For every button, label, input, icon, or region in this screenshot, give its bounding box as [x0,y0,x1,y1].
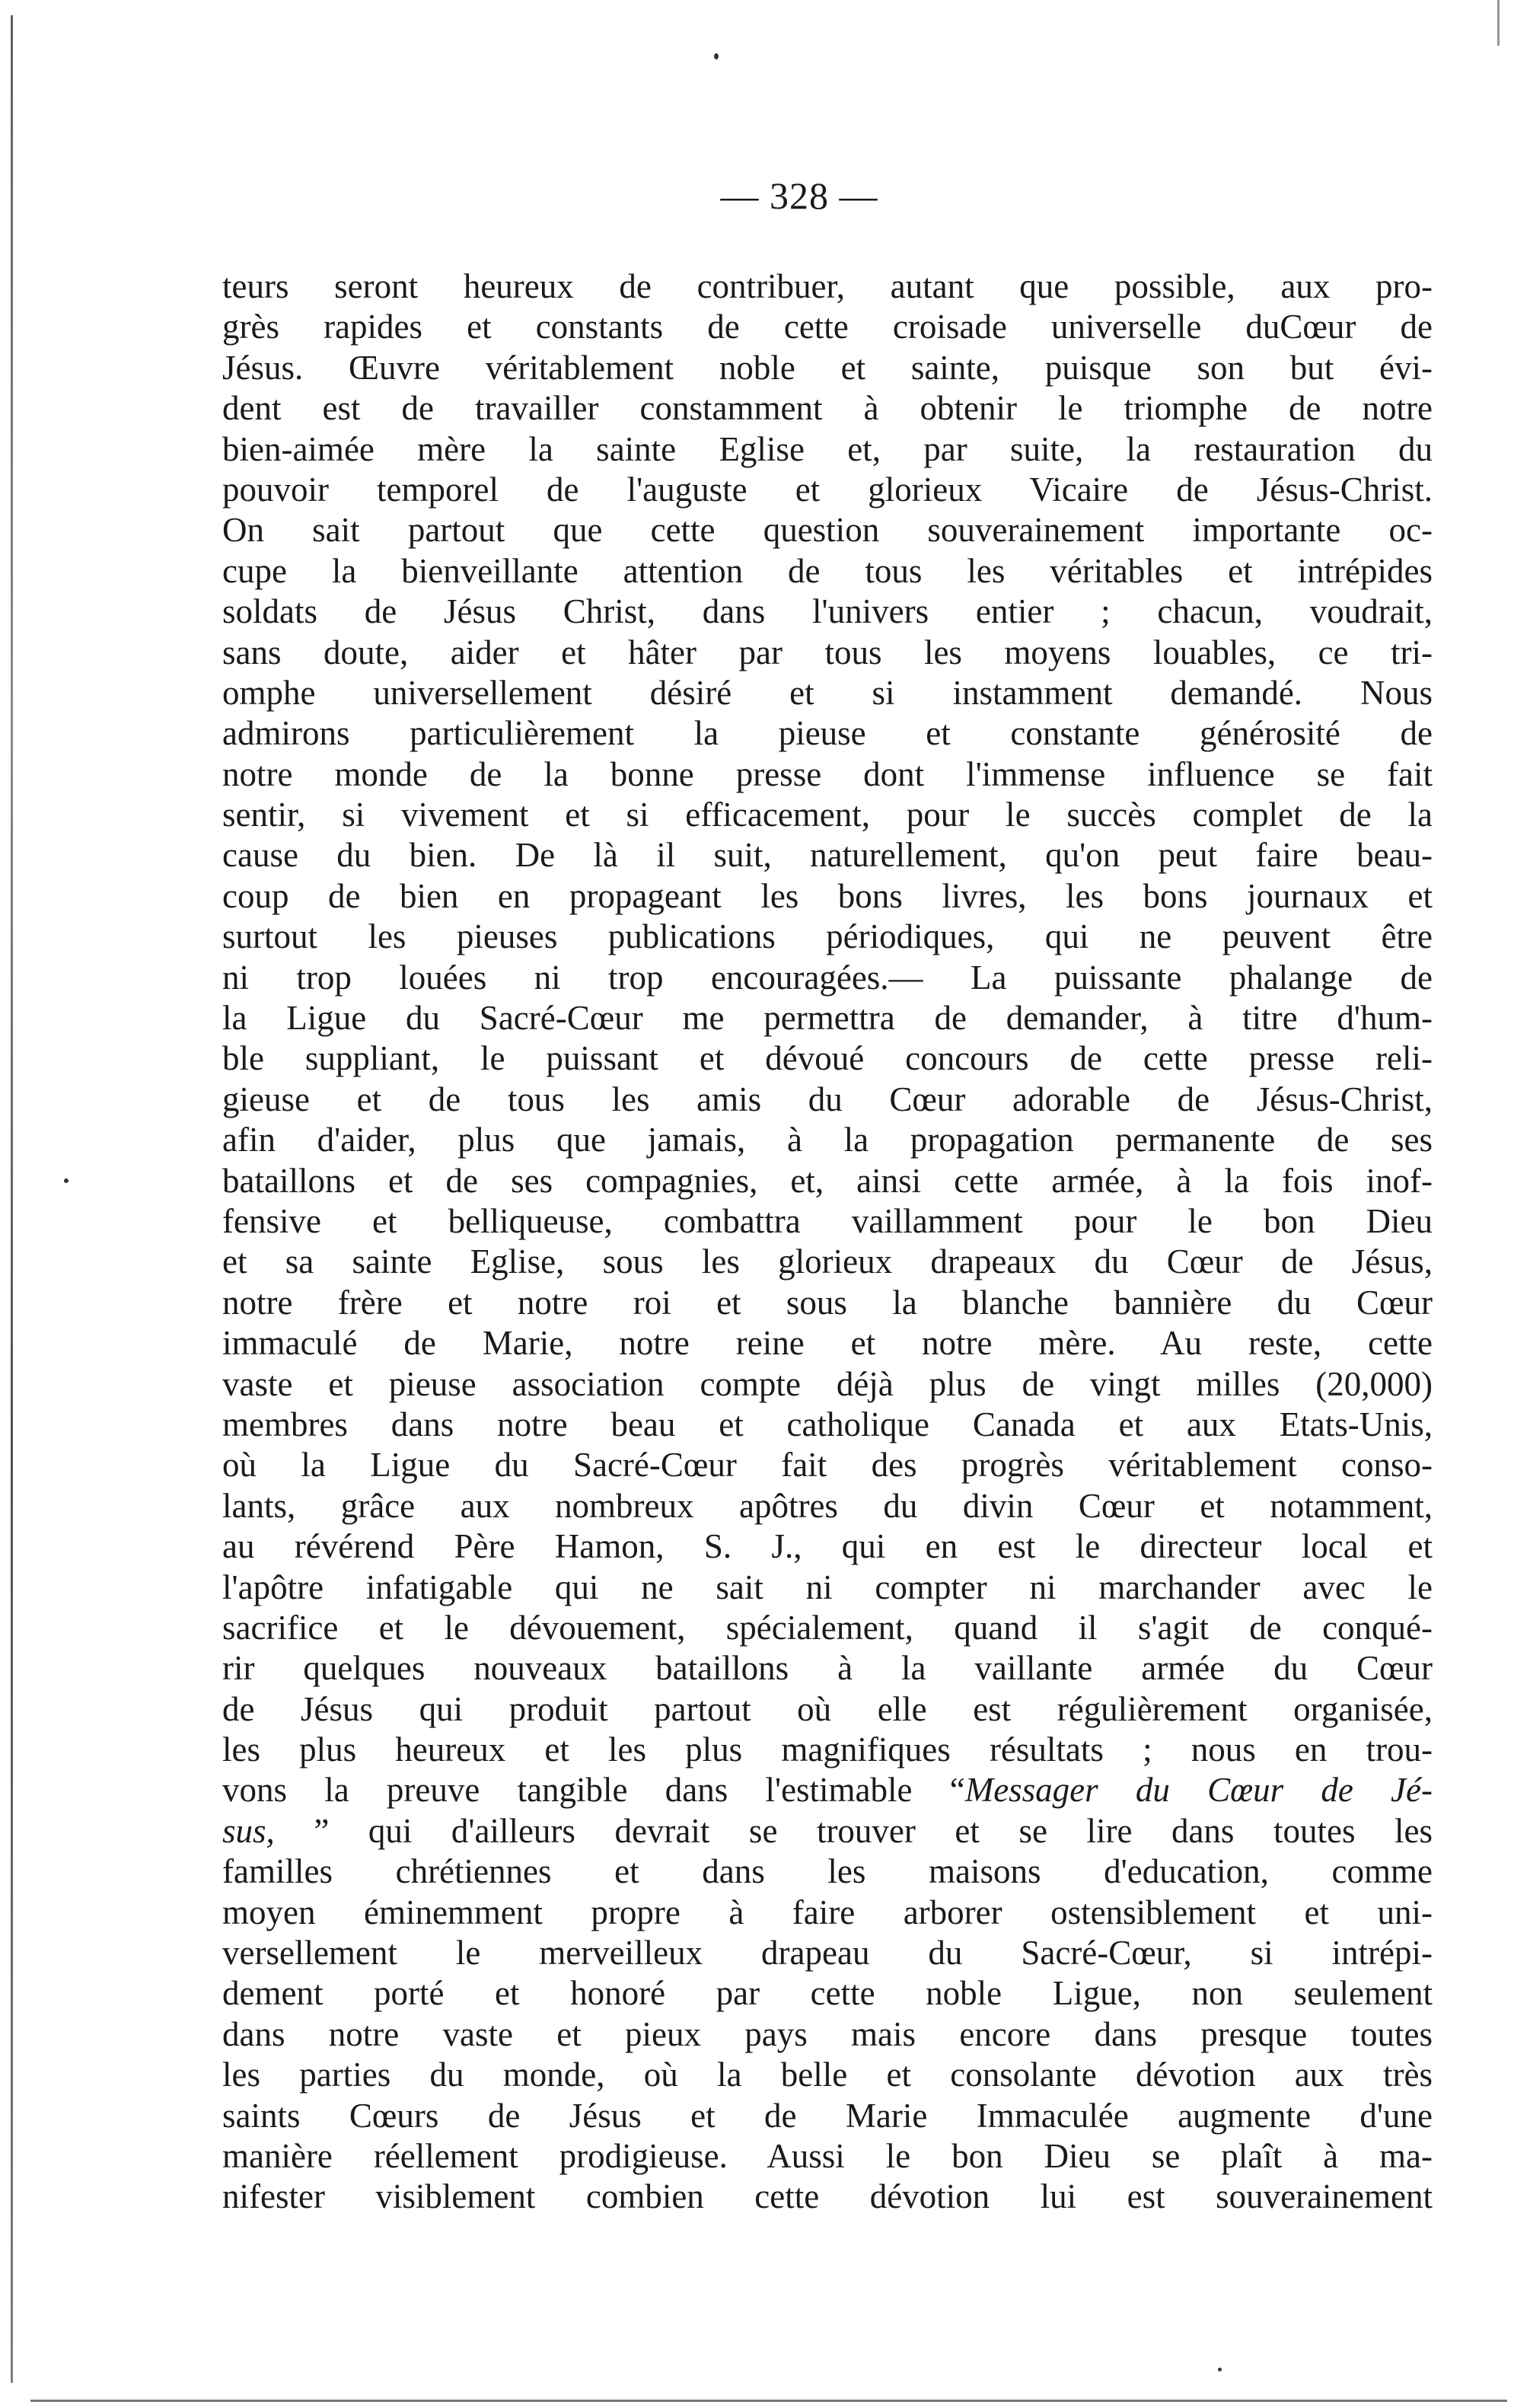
text-line-roman: coup de bien en propageant les bons livres, les bons journaux et [222,876,1433,915]
text-line-roman: dent est de travailler constamment à obtenir le triomphe de notre [222,389,1433,428]
text-line-roman: manière réellement prodigieuse. Aussi le bon Dieu se plaît à ma- [222,2136,1433,2175]
text-line [222,2136,1433,2177]
scan-edge-right [1497,0,1500,46]
text-line-roman: les plus heureux et les plus magnifiques résultats ; nous en trou- [222,1730,1433,1769]
text-line-roman: bien-aimée mère la sainte Eglise et, par suite, la restauration du [222,429,1433,468]
text-line-roman: ble suppliant, le puissant et dévoué concours de cette presse reli- [222,1039,1433,1078]
text-line [222,2177,1433,2217]
text-line [222,876,1433,917]
text-line-roman: dans notre vaste et pieux pays mais encore dans presque toutes [222,2014,1433,2053]
text-line-roman: de Jésus qui produit partout où elle est régulièrement organisée, [222,1689,1433,1728]
text-line-roman: fensive et belliqueuse, combattra vaillamment pour le bon Dieu [222,1201,1433,1240]
text-line-roman: lants, grâce aux nombreux apôtres du divin Cœur et notamment, [222,1486,1433,1525]
scan-speck [1218,2368,1222,2371]
text-line [222,835,1433,875]
body-text [222,266,1433,2218]
text-line [222,1608,1433,1648]
text-line-roman: cause du bien. De là il suit, naturellement, qu'on peut faire beau- [222,836,1433,875]
text-line [222,1080,1433,1120]
text-line-roman: la Ligue du Sacré-Cœur me permettra de demander, à titre d'hum- [222,999,1433,1038]
text-line [222,713,1433,754]
text-line-roman: On sait partout que cette question souverainement importante oc- [222,511,1433,550]
text-line-roman: sentir, si vivement et si efficacement, pour le succès complet de la [222,796,1433,834]
text-line-roman: gieuse et de tous les amis du Cœur adorable de Jésus-Christ, [222,1080,1433,1118]
text-line [222,1730,1433,1770]
text-line [222,592,1433,632]
scan-edge-bottom [30,2400,1507,2402]
text-line [222,1038,1433,1079]
text-line-roman: vons la preuve tangible dans l'estimable “ [222,1771,965,1810]
text-line [222,1893,1433,1933]
text-line-roman: versellement le merveilleux drapeau du Sacré-Cœur, si intrépi- [222,1934,1433,1973]
text-line [222,1364,1433,1405]
text-line [222,510,1433,550]
text-line [222,1811,1433,1851]
scan-speck [64,1178,69,1183]
text-line [222,429,1433,470]
text-line-roman: rir quelques nouveaux bataillons à la vaillante armée du Cœur [222,1649,1433,1688]
text-line [222,754,1433,795]
text-line-roman: vaste et pieuse association compte déjà plus de vingt milles (20,000) [222,1364,1433,1403]
text-line-roman: teurs seront heureux de contribuer, autant que possible, aux pro- [222,267,1433,305]
text-line-roman: soldats de Jésus Christ, dans l'univers entier ; chacun, voudrait, [222,592,1433,631]
text-line-italic: Messager du Cœur de Jé- [964,1771,1433,1810]
text-line [222,388,1433,429]
text-line [222,795,1433,835]
text-line [222,348,1433,388]
text-line-roman: pouvoir temporel de l'auguste et glorieux Vicaire de Jésus-Christ. [222,470,1433,509]
text-line [222,1161,1433,1201]
text-line [222,958,1433,998]
text-line-roman: bataillons et de ses compagnies, et, ainsi cette armée, à la fois inof- [222,1161,1433,1200]
text-line [222,1526,1433,1567]
text-line-roman: où la Ligue du Sacré-Cœur fait des progrès véritablement conso- [222,1446,1433,1485]
text-line-italic: sus, [222,1811,275,1850]
text-line [222,2055,1433,2095]
text-line-roman: Jésus. Œuvre véritablement noble et sainte, puisque son but évi- [222,348,1433,387]
page-number: — 328 — [720,174,878,217]
text-line-roman: nifester visiblement combien cette dévotion lui est souverainement [222,2177,1433,2216]
text-line-roman: moyen éminemment propre à faire arborer ostensiblement et uni- [222,1893,1433,1931]
text-line-roman: cupe la bienveillante attention de tous les véritables et intrépides [222,551,1433,590]
text-line [222,633,1433,673]
text-line-roman: au révérend Père Hamon, S. J., qui en est le directeur local et [222,1527,1433,1566]
text-line [222,551,1433,592]
text-line-roman: afin d'aider, plus que jamais, à la propagation permanente de ses [222,1121,1433,1159]
scan-edge-left [11,15,13,2383]
text-line [222,917,1433,957]
text-line [222,266,1433,307]
text-line [222,1568,1433,1608]
text-line [222,1120,1433,1160]
text-line [222,1973,1433,2014]
text-line [222,470,1433,510]
text-line [222,998,1433,1038]
text-line [222,1323,1433,1363]
text-line [222,2096,1433,2136]
text-line [222,1933,1433,1973]
text-line [222,1851,1433,1892]
text-line [222,1283,1433,1323]
text-line-roman: notre frère et notre roi et sous la blanche bannière du Cœur [222,1283,1433,1322]
text-line-roman: dement porté et honoré par cette noble Ligue, non seulement [222,1974,1433,2013]
text-line [222,1648,1433,1689]
scan-speck [714,53,719,59]
text-line [222,1445,1433,1485]
text-line [222,1486,1433,1526]
text-line-roman: surtout les pieuses publications périodiques, qui ne peuvent être [222,917,1433,956]
text-line-roman: saints Cœurs de Jésus et de Marie Immaculée augmente d'une [222,2096,1433,2135]
text-line [222,1770,1433,1810]
text-line-roman: sacrifice et le dévouement, spécialement, quand il s'agit de conqué- [222,1608,1433,1647]
text-line-after: ” qui d'ailleurs devrait se trouver et se lire dans toutes les [274,1811,1433,1850]
text-line-roman: les parties du monde, où la belle et consolante dévotion aux très [222,2056,1433,2094]
text-line-roman: notre monde de la bonne presse dont l'immense influence se fait [222,754,1433,793]
text-line [222,1405,1433,1445]
text-line-roman: sans doute, aider et hâter par tous les moyens louables, ce tri- [222,633,1433,671]
text-line-roman: l'apôtre infatigable qui ne sait ni compter ni marchander avec le [222,1568,1433,1606]
text-line-roman: et sa sainte Eglise, sous les glorieux drapeaux du Cœur de Jésus, [222,1242,1433,1281]
text-line [222,1242,1433,1282]
text-line [222,2014,1433,2055]
text-line-roman: grès rapides et constants de cette croisade universelle duCœur de [222,308,1433,346]
text-line [222,1201,1433,1242]
text-line [222,1689,1433,1730]
text-line-roman: omphe universellement désiré et si instamment demandé. Nous [222,673,1433,712]
text-line-roman: immaculé de Marie, notre reine et notre mère. Au reste, cette [222,1324,1433,1363]
text-line-roman: familles chrétiennes et dans les maisons d'education, comme [222,1852,1433,1891]
text-line [222,307,1433,347]
text-line [222,673,1433,713]
text-line-roman: admirons particulièrement la pieuse et constante générosité de [222,714,1433,753]
text-line-roman: membres dans notre beau et catholique Canada et aux Etats-Unis, [222,1405,1433,1443]
text-line-roman: ni trop louées ni trop encouragées.— La puissante phalange de [222,958,1433,997]
